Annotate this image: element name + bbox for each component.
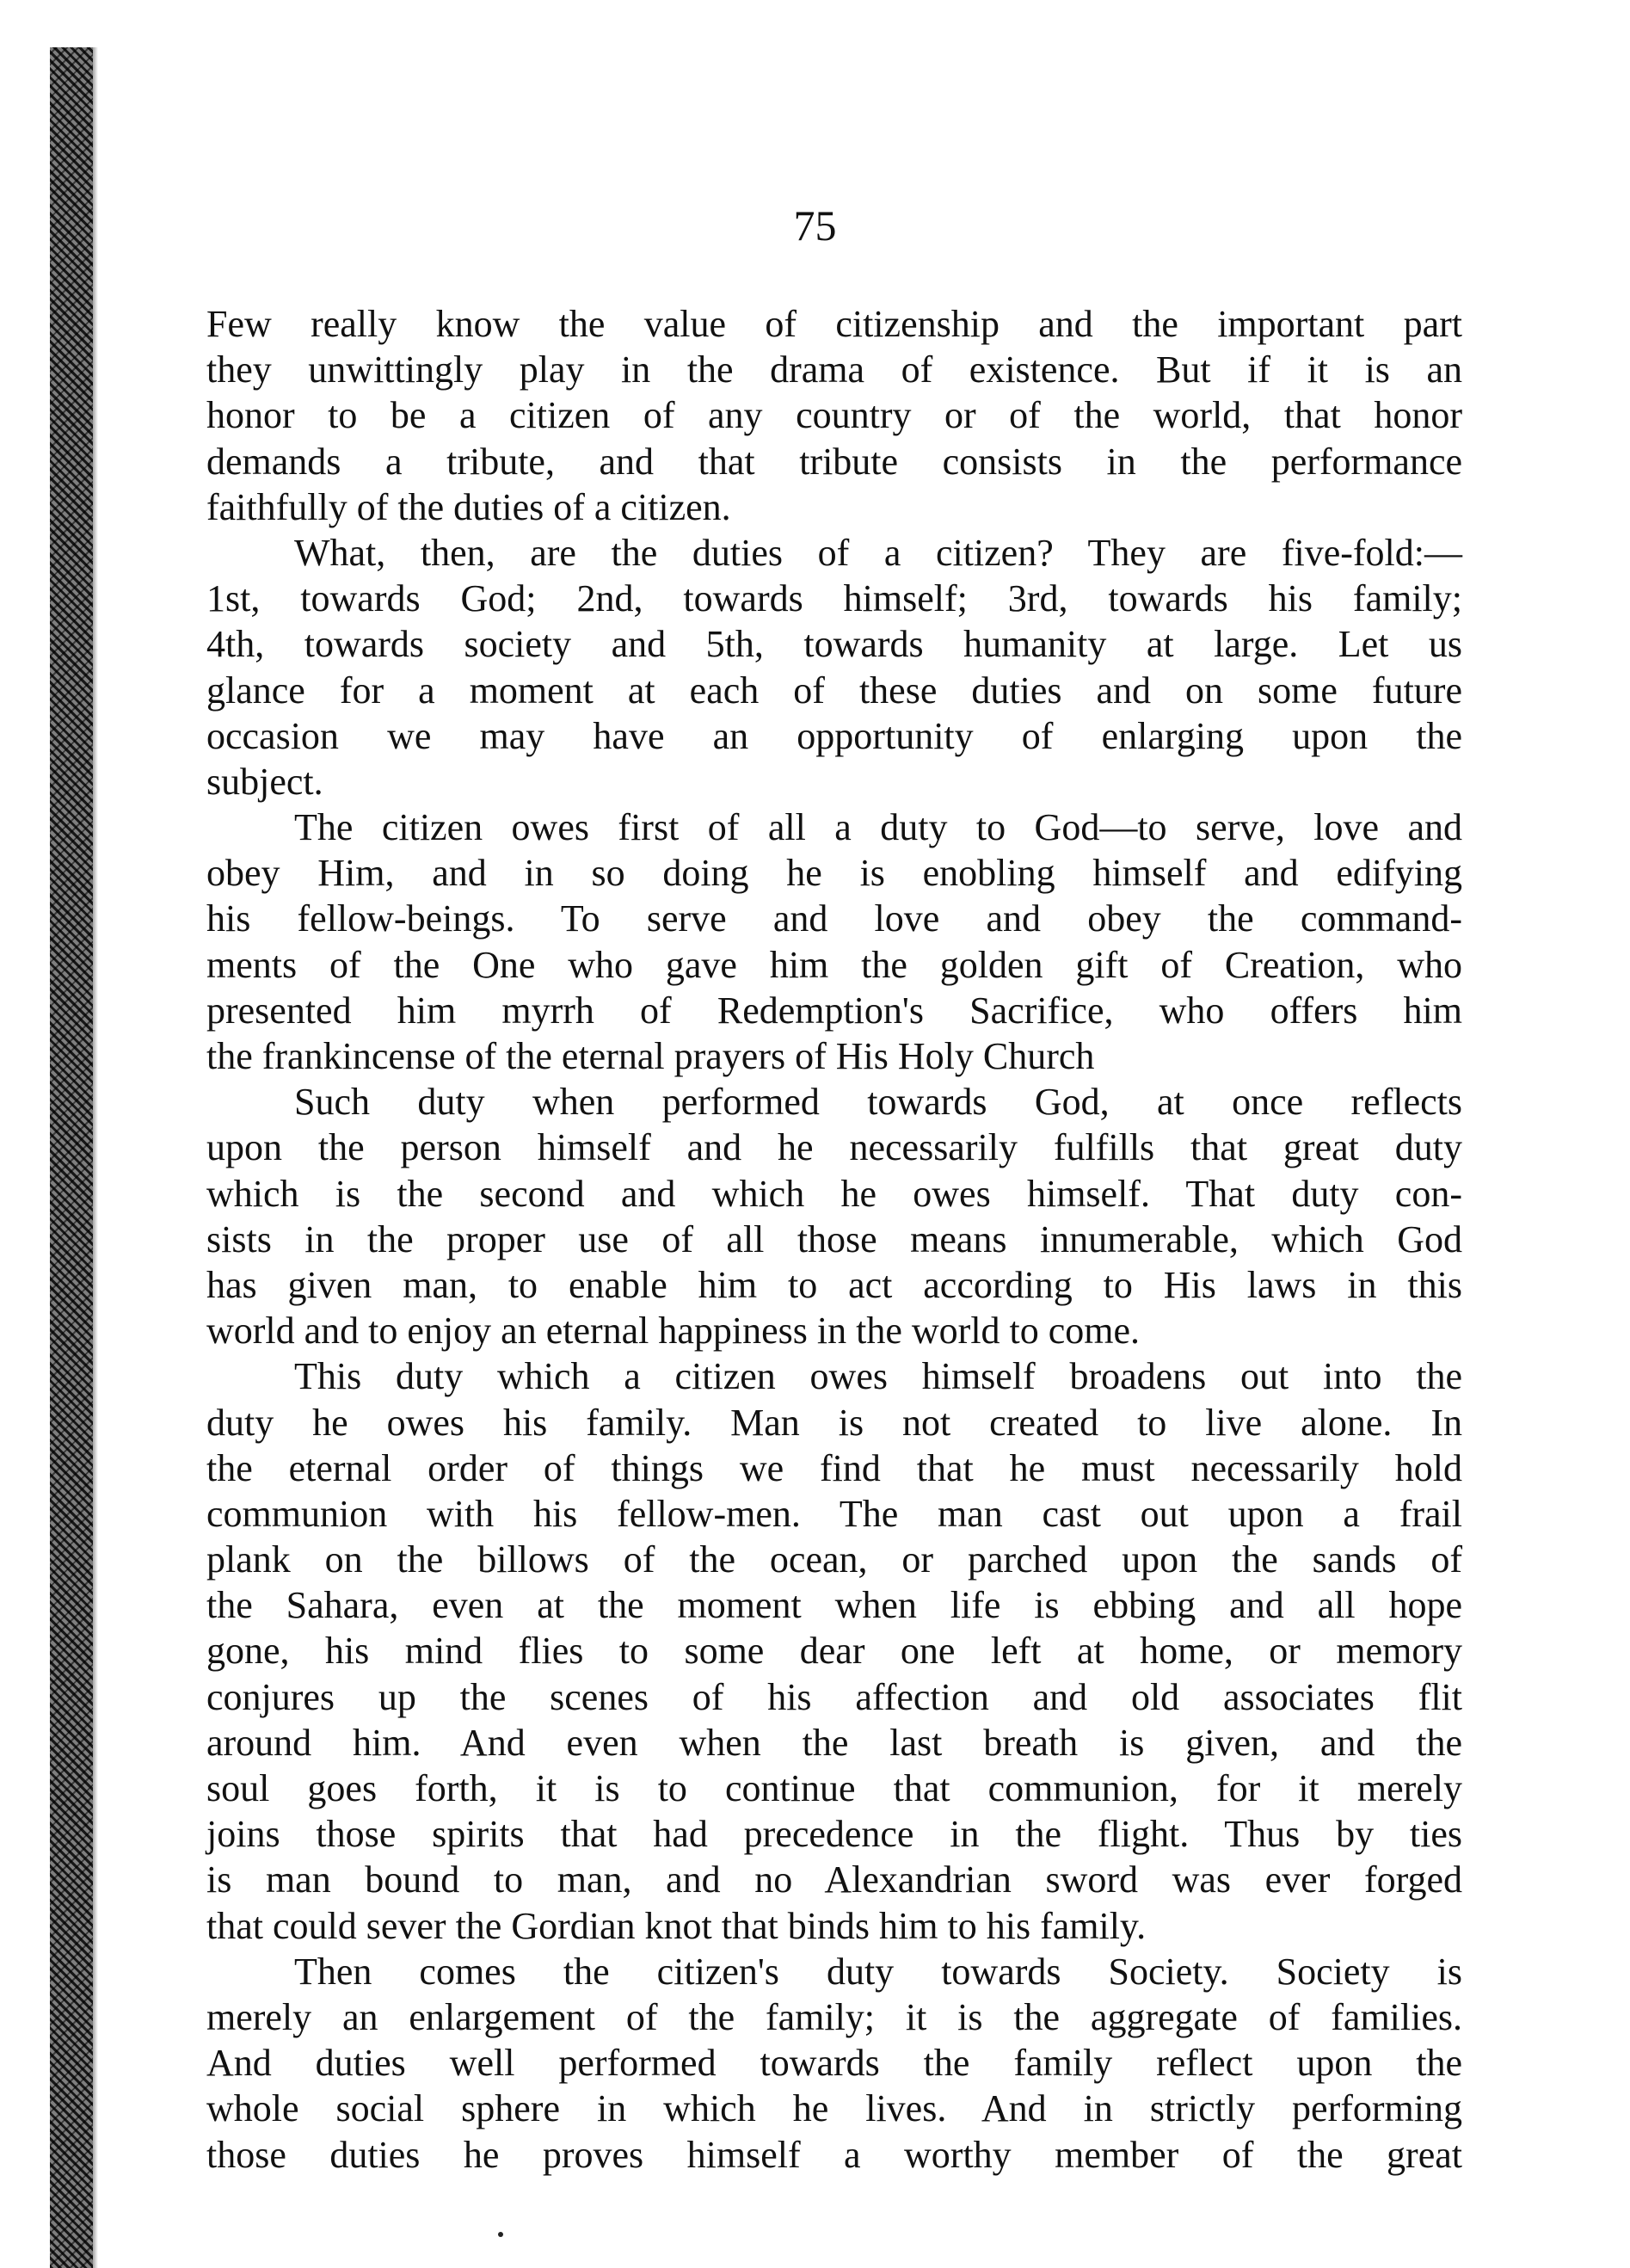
text-line: the frankincense of the eternal prayers of His Holy Church	[206, 1035, 1095, 1077]
text-line: And duties well performed towards the family reflect upon the	[206, 2042, 1462, 2085]
ink-speck	[498, 2232, 503, 2237]
text-line: subject.	[206, 760, 323, 803]
text-line: world and to enjoy an eternal happiness in the world to come.	[206, 1310, 1141, 1353]
text-line: 4th, towards society and 5th, towards humanity at large. Let us	[206, 623, 1462, 666]
book-binding-edge	[50, 47, 93, 2268]
text-line: that could sever the Gordian knot that binds him to his family.	[206, 1904, 1147, 1947]
text-line: which is the second and which he owes himself. That duty con-	[206, 1172, 1462, 1215]
text-line: they unwittingly play in the drama of existence. But if it is an	[206, 348, 1462, 391]
text-line: honor to be a citizen of any country or of the world, that honor	[206, 394, 1462, 437]
text-line: the Sahara, even at the moment when life is ebbing and all hope	[206, 1584, 1462, 1627]
text-line: plank on the billows of the ocean, or parched upon the sands of	[206, 1538, 1462, 1581]
text-line: presented him myrrh of Redemption's Sacrifice, who offers him	[206, 989, 1462, 1032]
body-text	[206, 301, 1462, 2178]
text-line: merely an enlargement of the family; it is the aggregate of families.	[206, 1995, 1462, 2038]
paragraph-duty-to-family	[206, 1353, 1462, 1948]
text-line: This duty which a citizen owes himself broadens out into the	[294, 1355, 1462, 1398]
text-line: demands a tribute, and that tribute consists in the performance	[206, 440, 1462, 483]
text-line: gone, his mind flies to some dear one left at home, or memory	[206, 1630, 1462, 1673]
text-line: those duties he proves himself a worthy member of the great	[206, 2133, 1462, 2176]
paragraph-duty-to-self	[206, 1079, 1462, 1353]
text-line: the eternal order of things we find that he must necessarily hold	[206, 1446, 1462, 1489]
text-line: glance for a moment at each of these duties and on some future	[206, 669, 1462, 712]
text-line: duty he owes his family. Man is not created to live alone. In	[206, 1401, 1462, 1444]
page-number: 75	[793, 201, 837, 250]
text-line: communion with his fellow-men. The man cast out upon a frail	[206, 1492, 1462, 1535]
paragraph-duty-to-society	[206, 1949, 1462, 2178]
text-line: has given man, to enable him to act according to His laws in this	[206, 1263, 1462, 1306]
text-line: obey Him, and in so doing he is enobling himself and edifying	[206, 852, 1462, 895]
text-line: The citizen owes first of all a duty to God—to serve, love and	[294, 806, 1462, 849]
text-line: is man bound to man, and no Alexandrian sword was ever forged	[206, 1858, 1462, 1901]
text-line: ments of the One who gave him the golden gift of Creation, who	[206, 943, 1462, 986]
text-line: 1st, towards God; 2nd, towards himself; 3rd, towards his family;	[206, 577, 1462, 620]
text-line: joins those spirits that had precedence in the flight. Thus by ties	[206, 1813, 1462, 1856]
text-line: around him. And even when the last breath is given, and the	[206, 1721, 1462, 1764]
text-line: occasion we may have an opportunity of enlarging upon the	[206, 714, 1462, 757]
text-line: his fellow-beings. To serve and love and obey the command-	[206, 897, 1462, 940]
text-line: Such duty when performed towards God, at once reflects	[294, 1081, 1462, 1124]
text-line: sists in the proper use of all those means innumerable, which God	[206, 1217, 1462, 1260]
text-line: soul goes forth, it is to continue that communion, for it merely	[206, 1767, 1462, 1809]
text-line: What, then, are the duties of a citizen? They are five-fold:—	[294, 531, 1462, 574]
paragraph-citizenship-value	[206, 301, 1462, 530]
text-line: Few really know the value of citizenship and the important part	[206, 303, 1462, 345]
text-line: conjures up the scenes of his affection and old associates flit	[206, 1675, 1462, 1718]
text-line: faithfully of the duties of a citizen.	[206, 485, 731, 528]
text-line: upon the person himself and he necessarily fulfills that great duty	[206, 1126, 1462, 1169]
paragraph-duty-to-god	[206, 804, 1462, 1079]
paragraph-duties-list	[206, 530, 1462, 804]
text-line: whole social sphere in which he lives. And in strictly performing	[206, 2087, 1462, 2130]
text-line: Then comes the citizen's duty towards Society. Society is	[294, 1950, 1462, 1993]
